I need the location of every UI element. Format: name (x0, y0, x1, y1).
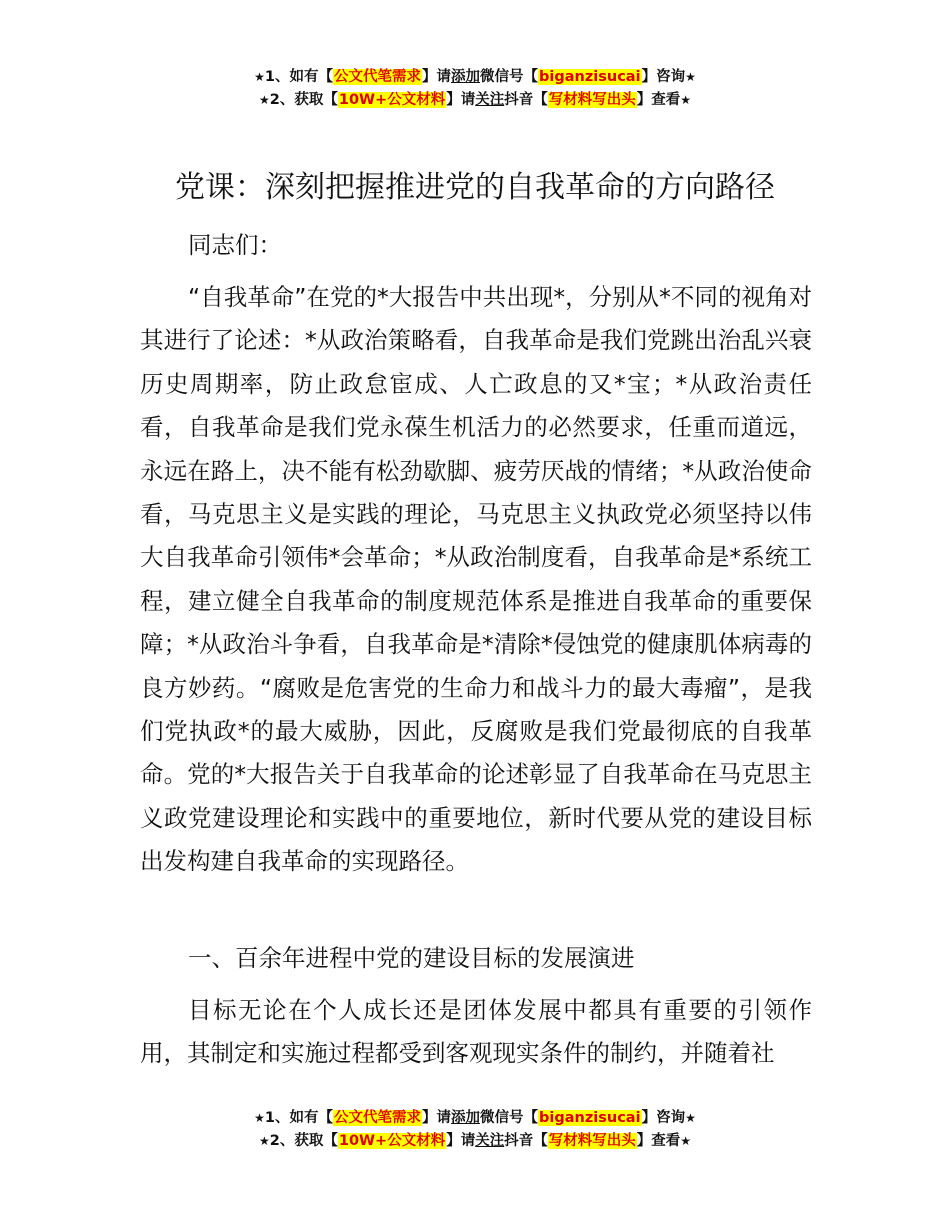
paragraph-2: 目标无论在个人成长还是团体发展中都具有重要的引领作用，其制定和实施过程都受到客观现实条件的制约，并随着社 (140, 996, 812, 1068)
paragraph-1: “自我革命”在党的*大报告中共出现*，分别从*不同的视角对其进行了论述：*从政治策略看，自我革命是我们党跳出治乱兴衰历史周期率，防止政怠宦成、人亡政息的又*宝；*从政治责任看，自我革命是我们党永葆生机活力的必然要求，任重而道远，永远在路上，决不能有松劲歇脚、疲劳厌战的情绪；*从政治使命看，马克思主义是实践的理论，马克思主义执政党必须坚持以伟大自我革命引领伟*会革命；*从政治制度看，自我革命是*系统工程，建立健全自我革命的制度规范体系是推进自我革命的重要保障；*从政治斗争看，自我革命是*清除*侵蚀党的健康肌体病毒的良方妙药。“腐败是危害党的生命力和战斗力的最大毒瘤”，是我们党执政*的最大威胁，因此，反腐败是我们党最彻底的自我革命。党的*大报告关于自我革命的论述彰显了自我革命在马克思主义政党建设理论和实践中的重要地位，新时代要从党的建设目标出发构建自我革命的实现路径。 (140, 283, 812, 876)
banner-text: 】查看 (636, 92, 681, 108)
banner-text: 抖音【 (504, 92, 548, 108)
banner-text: 1、如有【 (264, 1110, 334, 1126)
star-icon: ★ (259, 93, 270, 107)
banner-line-1 (0, 1107, 950, 1130)
highlight-text: 公文代笔需求 (334, 1110, 422, 1126)
star-icon: ★ (680, 93, 691, 107)
footer-banner (0, 1107, 950, 1153)
star-icon: ★ (685, 70, 696, 84)
douyin-account: 写材料写出头 (548, 1133, 636, 1149)
banner-text: 2、获取【 (269, 1133, 338, 1149)
banner-text: 】查看 (636, 1133, 681, 1149)
banner-text: 抖音【 (504, 1133, 548, 1149)
banner-text: 】请 (422, 1110, 452, 1126)
document-title: 党课：深刻把握推进党的自我革命的方向路径 (175, 170, 775, 205)
banner-line-2 (0, 89, 950, 112)
banner-text: 】请 (446, 92, 476, 108)
highlight-text: 10W+公文材料 (338, 1133, 446, 1149)
salutation: 同志们： (188, 231, 282, 259)
banner-text: 2、获取【 (269, 92, 338, 108)
banner-line-2 (0, 1130, 950, 1153)
banner-text: 微信号【 (480, 69, 539, 85)
star-icon: ★ (254, 1111, 265, 1125)
douyin-account: 写材料写出头 (548, 92, 636, 108)
banner-line-1 (0, 66, 950, 89)
wechat-id: biganzisucai (539, 1110, 641, 1126)
banner-text: 】请 (422, 69, 452, 85)
underlined-text: 添加 (451, 1110, 481, 1126)
star-icon: ★ (254, 70, 265, 84)
section-heading-1: 一、百余年进程中党的建设目标的发展演进 (188, 944, 635, 972)
underlined-text: 关注 (475, 92, 505, 108)
underlined-text: 添加 (451, 69, 481, 85)
underlined-text: 关注 (475, 1133, 505, 1149)
banner-text: 微信号【 (480, 1110, 539, 1126)
banner-text: 】咨询 (641, 1110, 686, 1126)
banner-text: 】请 (446, 1133, 476, 1149)
banner-text: 1、如有【 (264, 69, 334, 85)
wechat-id: biganzisucai (539, 69, 641, 85)
highlight-text: 10W+公文材料 (338, 92, 446, 108)
highlight-text: 公文代笔需求 (334, 69, 422, 85)
header-banner (0, 66, 950, 112)
star-icon: ★ (680, 1134, 691, 1148)
banner-text: 】咨询 (641, 69, 686, 85)
star-icon: ★ (685, 1111, 696, 1125)
star-icon: ★ (259, 1134, 270, 1148)
